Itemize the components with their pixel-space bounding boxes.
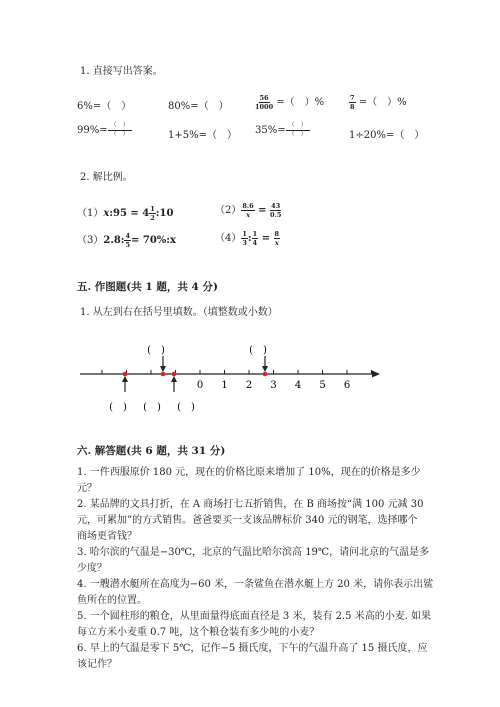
q2-item-2: （2） $\frac{8.6}{x}$ = $\frac{43}{0.5}$ (215, 201, 282, 219)
axis-label: 4 (294, 380, 302, 391)
q1-title: 1. 直接写出答案。 (80, 66, 163, 77)
point-c (172, 372, 177, 377)
section5-question: 1. 从左到右在括号里填数。（填整数或小数） (80, 307, 278, 318)
problem-line: 少度？ (77, 563, 107, 574)
q2-item-4: （4） $\frac{1}{3}$ : $\frac{1}{4}$ = $\frac{8}{x}$ (215, 229, 280, 247)
q2-item-1: （1）x:95 = 4 $\frac{1}{2}$ :10 (77, 204, 174, 222)
problem-line: 鱼所在的位置。 (77, 595, 147, 606)
paren-fraction: （ ） （ ） (286, 123, 310, 138)
axis-label: 0 (196, 380, 204, 391)
paren-top-1: ( ) (147, 345, 165, 356)
problem-line: 5. 一个圆柱形的粮仓，从里面量得底面直径是 3 米，装有 2.5 米高的小麦. 如果 (77, 611, 432, 622)
q1-item-3: $\frac{56}{1000}$ =（ ）% (255, 93, 325, 111)
fraction-56-1000: $\frac{56}{1000}$ (255, 93, 274, 111)
fraction-7-8: $\frac{7}{8}$ (350, 93, 355, 111)
paren-fraction: （ ） （ ） (108, 123, 132, 138)
paren-bottom-1: ( ) (109, 402, 127, 413)
section5-title: 五. 作图题(共 1 题，共 4 分) (77, 281, 218, 293)
paren-top-2: ( ) (249, 345, 267, 356)
paren-bottom-3: ( ) (177, 402, 195, 413)
problem-item (77, 609, 433, 641)
q1-item-1: 6%=（ ） (77, 101, 132, 112)
problem-line: 3. 哈尔滨的气温是−30℃，北京的气温比哈尔滨高 19℃，请问北京的气温是多 (77, 547, 430, 558)
q2-title: 2. 解比例。 (80, 172, 133, 183)
problem-line: 2. 某品牌的文具打折，在 A 商场打七五折销售，在 B 商场按“满 100 元减 30 (77, 499, 424, 510)
problem-line: 1. 一件西服原价 180 元，现在的价格比原来增加了 10%，现在的价格是多少 (77, 467, 421, 478)
point-b (161, 372, 166, 377)
axis-ticks (102, 370, 372, 374)
axis-label: 1 (221, 380, 228, 391)
point-d (263, 372, 268, 377)
number-line-figure (70, 340, 390, 420)
paren-bottom-2: ( ) (143, 402, 161, 413)
problem-line: 商场更省钱？ (77, 531, 137, 542)
q2-item-3: （3）2.8: $\frac{4}{5}$ = 70%:x (77, 231, 176, 249)
axis-arrow-icon (372, 371, 380, 378)
axis-label: 3 (270, 380, 277, 391)
problem-line: 每立方米小麦重 0.7 吨，这个粮仓装有多少吨的小麦？ (77, 627, 320, 638)
problem-item (77, 497, 433, 545)
problem-line: 6. 早上的气温是零下 5℃，记作−5 摄氏度，下午的气温升高了 15 摄氏度，应 (77, 643, 428, 654)
arrow-down-icon (262, 366, 268, 372)
q1-item-8: 1÷20%=（ ） (349, 130, 425, 141)
arrow-down-icon (160, 366, 166, 372)
axis-label: 6 (343, 380, 351, 391)
problem-line: 4. 一艘潜水艇所在高度为−60 米，一条鲨鱼在潜水艇上方 20 米，请你表示出鲨 (77, 579, 434, 590)
problem-item (77, 465, 433, 497)
problem-line: 元，可累加”的方式销售。爸爸要买一支该品牌标价 340 元的钢笔，选择哪个 (77, 515, 418, 526)
q1-item-6: 1+5%=（ ） (168, 130, 237, 141)
point-a (123, 372, 128, 377)
q1-item-7: 35%= （ ） （ ） (255, 123, 310, 138)
problem-item (77, 641, 433, 673)
q1-item-4: $\frac{7}{8}$ =（ ）% (350, 93, 407, 111)
section6-title: 六. 解答题(共 6 题，共 31 分) (77, 445, 226, 457)
problem-line: 该记作？ (77, 659, 117, 670)
problem-item (77, 545, 433, 577)
axis-label: 2 (245, 380, 253, 391)
q1-item-5: 99%= （ ） （ ） (77, 123, 132, 138)
problem-line: 元？ (77, 483, 97, 494)
section6-problems (77, 465, 433, 673)
q1-item-2: 80%=（ ） (168, 101, 229, 112)
axis-labels (197, 380, 350, 391)
arrow-up-icon (122, 376, 128, 382)
arrow-up-icon (171, 376, 177, 382)
axis-label: 5 (319, 380, 326, 391)
problem-item (77, 577, 433, 609)
